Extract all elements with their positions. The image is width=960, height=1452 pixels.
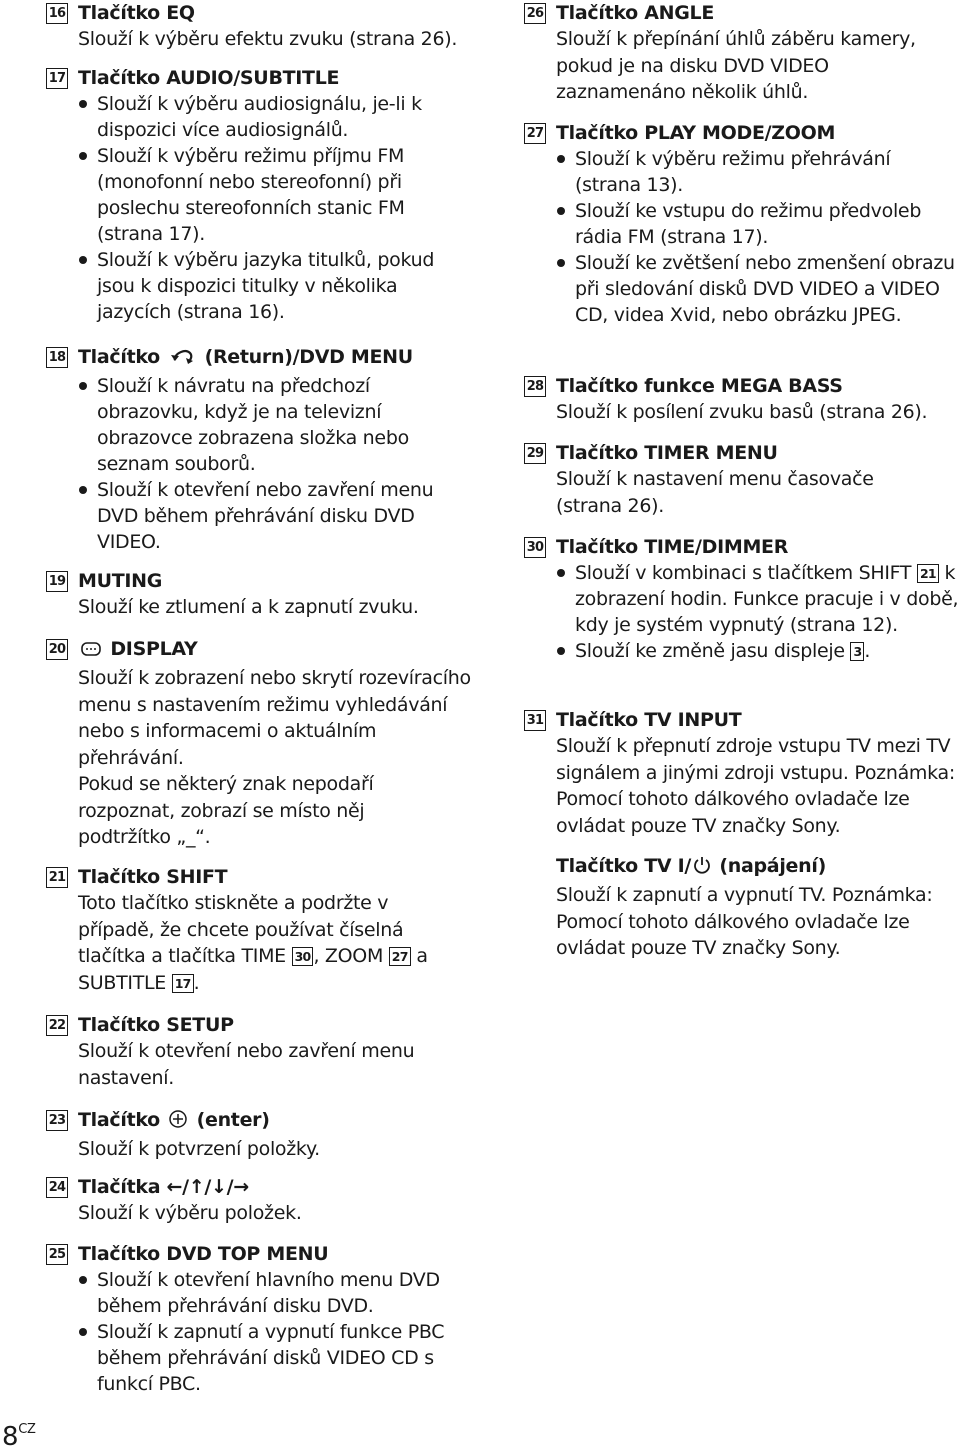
item-subheading bbox=[556, 853, 960, 882]
item-description: Slouží k zobrazení nebo skrytí rozevíracího menu s nastavením režimu vyhledávání nebo s informacemi o aktuálním přehrávání. bbox=[78, 667, 471, 769]
page-number-value: 8 bbox=[2, 1422, 19, 1452]
heading-text: (napájení) bbox=[719, 855, 826, 877]
desc-text: Toto tlačítko stiskněte a podržte v případě, že chcete používat číselná tlačítka a tlačítka TIME bbox=[78, 892, 404, 967]
desc-text: , ZOOM bbox=[313, 945, 384, 967]
item-25 bbox=[46, 1241, 518, 1397]
item-description: Slouží k přepnutí zdroje vstupu TV mezi TV signálem a jinými zdroji vstupu. Poznámka: Pomocí tohoto dálkového ovladače lze ovládat pouze TV značky Sony. bbox=[556, 735, 955, 837]
item-number: 31 bbox=[524, 710, 546, 731]
item-number: 24 bbox=[46, 1177, 68, 1198]
item-heading: Tlačítko DVD TOP MENU bbox=[78, 1243, 329, 1265]
item-heading: Tlačítka ←/↑/↓/→ bbox=[78, 1176, 249, 1198]
item-description: Slouží k posílení zvuku basů (strana 26). bbox=[556, 401, 928, 423]
enter-icon bbox=[168, 1109, 188, 1136]
item-number: 21 bbox=[46, 867, 68, 888]
bullet: Slouží k výběru jazyka titulků, pokud jsou k dispozici titulky v několika jazycích (strana 16). bbox=[78, 247, 462, 325]
item-heading bbox=[78, 344, 518, 373]
item-number: 25 bbox=[46, 1244, 68, 1265]
item-19 bbox=[46, 568, 518, 621]
item-number: 29 bbox=[524, 443, 546, 464]
item-description: Slouží k otevření nebo zavření menu nastavení. bbox=[78, 1040, 415, 1089]
bullet: Slouží ke vstupu do režimu předvoleb rádia FM (strana 17). bbox=[556, 198, 960, 250]
item-29 bbox=[524, 440, 960, 519]
item-number: 27 bbox=[524, 123, 546, 144]
power-icon bbox=[693, 855, 711, 882]
item-23 bbox=[46, 1107, 518, 1163]
heading-text: Tlačítko TV I/ bbox=[556, 855, 692, 877]
bullet: Slouží ke zvětšení nebo zmenšení obrazu při sledování disků DVD VIDEO a VIDEO CD, videa Xvid, nebo obrázku JPEG. bbox=[556, 250, 960, 328]
item-17 bbox=[46, 65, 518, 325]
item-number: 28 bbox=[524, 376, 546, 397]
item-22 bbox=[46, 1012, 518, 1091]
desc-text: a SUBTITLE bbox=[78, 945, 428, 994]
item-heading: Tlačítko PLAY MODE/ZOOM bbox=[556, 122, 836, 144]
item-description: Slouží k zapnutí a vypnutí TV. Poznámka: Pomocí tohoto dálkového ovladače lze ovládat pouze TV značky Sony. bbox=[556, 884, 933, 959]
bullet bbox=[556, 638, 960, 664]
item-heading: Tlačítko TIME/DIMMER bbox=[556, 536, 789, 558]
return-icon bbox=[168, 346, 196, 373]
ref-number: 21 bbox=[917, 564, 939, 583]
item-heading: Tlačítko EQ bbox=[78, 2, 195, 24]
item-heading: Tlačítko funkce MEGA BASS bbox=[556, 375, 843, 397]
item-description: Slouží k výběru položek. bbox=[78, 1202, 302, 1224]
display-icon bbox=[80, 639, 102, 665]
item-heading: Tlačítko SETUP bbox=[78, 1014, 234, 1036]
bullet: Slouží k zapnutí a vypnutí funkce PBC během přehrávání disků VIDEO CD s funkcí PBC. bbox=[78, 1319, 477, 1397]
bullet: Slouží k návratu na předchozí obrazovku, když je na televizní obrazovce zobrazena složka nebo seznam souborů. bbox=[78, 373, 442, 477]
bullet: Slouží k výběru audiosignálu, je-li k dispozici více audiosignálů. bbox=[78, 91, 457, 143]
desc-text: . bbox=[193, 971, 200, 994]
item-number: 17 bbox=[46, 68, 68, 89]
bullet-text: k zobrazení hodin. Funkce pracuje i v době, kdy je systém vypnutý (strana 12). bbox=[575, 562, 959, 636]
item-heading: Tlačítko SHIFT bbox=[78, 866, 228, 888]
item-note: Pokud se některý znak nepodaří rozpoznat, zobrazí se místo něj podtržítko „_“. bbox=[78, 773, 374, 848]
item-28 bbox=[524, 373, 960, 426]
heading-text: Tlačítko bbox=[78, 346, 160, 368]
heading-text: DISPLAY bbox=[110, 638, 198, 660]
item-number: 23 bbox=[46, 1110, 68, 1131]
item-description bbox=[78, 890, 453, 996]
bullet: Slouží k otevření nebo zavření menu DVD během přehrávání disku DVD VIDEO. bbox=[78, 477, 467, 555]
heading-text: Tlačítko bbox=[78, 1109, 160, 1131]
item-number: 26 bbox=[524, 3, 546, 24]
ref-number: 27 bbox=[389, 947, 411, 966]
item-description: Slouží ke ztlumení a k zapnutí zvuku. bbox=[78, 596, 419, 618]
item-26 bbox=[524, 0, 960, 106]
bullet: Slouží k výběru režimu přehrávání (strana 13). bbox=[556, 146, 955, 198]
item-20 bbox=[46, 636, 518, 851]
heading-text: (Return)/DVD MENU bbox=[204, 346, 413, 368]
item-heading: Tlačítko AUDIO/SUBTITLE bbox=[78, 67, 340, 89]
item-description: Slouží k potvrzení položky. bbox=[78, 1138, 320, 1160]
item-heading bbox=[78, 1107, 518, 1136]
item-18 bbox=[46, 344, 518, 555]
heading-text: (enter) bbox=[196, 1109, 270, 1131]
item-heading: Tlačítko ANGLE bbox=[556, 2, 715, 24]
item-number: 18 bbox=[46, 347, 68, 368]
item-heading bbox=[78, 636, 518, 665]
bullet bbox=[556, 560, 960, 638]
item-number: 30 bbox=[524, 537, 546, 558]
item-number: 20 bbox=[46, 639, 68, 660]
bullet: Slouží k výběru režimu příjmu FM (monofonní nebo stereofonní) při poslechu stereofonních stanic FM (strana 17). bbox=[78, 143, 462, 247]
item-number: 16 bbox=[46, 3, 68, 24]
bullet: Slouží k otevření hlavního menu DVD během přehrávání disku DVD. bbox=[78, 1267, 477, 1319]
item-number: 19 bbox=[46, 571, 68, 592]
item-heading: Tlačítko TV INPUT bbox=[556, 709, 742, 731]
ref-number: 17 bbox=[172, 974, 194, 993]
language-code: CZ bbox=[18, 1422, 36, 1437]
item-16 bbox=[46, 0, 518, 53]
item-description: Slouží k přepínání úhlů záběru kamery, pokud je na disku DVD VIDEO zaznamenáno několik úhlů. bbox=[556, 28, 916, 103]
item-description: Slouží k nastavení menu časovače (strana 26). bbox=[556, 468, 874, 517]
item-number: 22 bbox=[46, 1015, 68, 1036]
item-24 bbox=[46, 1174, 518, 1227]
bullet-text: Slouží v kombinaci s tlačítkem SHIFT bbox=[575, 562, 912, 584]
bullet-text: Slouží ke změně jasu displeje bbox=[575, 640, 845, 662]
ref-number: 3 bbox=[850, 642, 864, 661]
item-27 bbox=[524, 120, 960, 328]
ref-number: 30 bbox=[292, 947, 314, 966]
page-number bbox=[2, 1415, 36, 1452]
item-30 bbox=[524, 534, 960, 664]
item-21 bbox=[46, 864, 518, 996]
item-heading: Tlačítko TIMER MENU bbox=[556, 442, 778, 464]
item-31 bbox=[524, 707, 960, 962]
item-heading: MUTING bbox=[78, 570, 163, 592]
bullet-text: . bbox=[864, 640, 871, 662]
item-description: Slouží k výběru efektu zvuku (strana 26). bbox=[78, 28, 458, 50]
